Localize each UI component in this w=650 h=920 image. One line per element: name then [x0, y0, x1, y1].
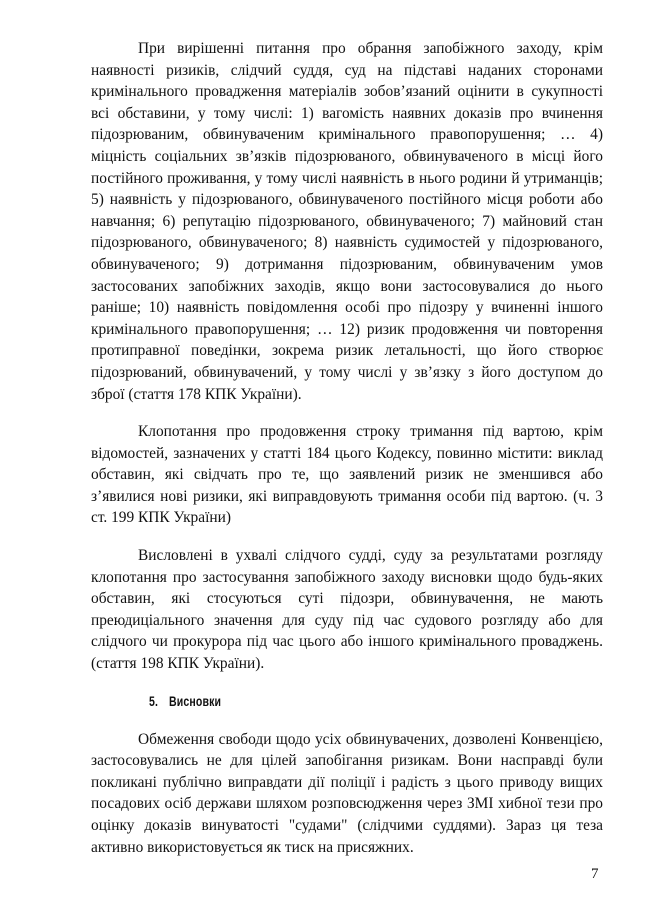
document-page [91, 38, 603, 858]
paragraph-ruling-conclusions: Висловлені в ухвалі слідчого судді, суду за результатами розгляду клопотання про застосування запобіжного заходу висновки щодо будь-яких обставин, які стосуються суті підозри, обвинувачення, не мають преюдиціального значення для суду під час судового розгляду або для слідчого чи прокурора під час цього або іншого кримінального проваджень. (стаття 198 КПК України). [91, 547, 603, 673]
section-heading [149, 693, 503, 711]
section-title: Висновки [168, 693, 222, 709]
paragraph-detention-extension: Клопотання про продовження строку тримання під вартою, крім відомостей, зазначених у статті 184 цього Кодексу, повинно містити: виклад обставин, які свідчать про те, що заявлений ризик не зменшився або з’явилися нові ризики, які виправдовують тримання особи під вартою. (ч. 3 ст. 199 КПК України) [91, 423, 603, 527]
page-number: 7 [591, 866, 599, 882]
section-number: 5. [149, 693, 159, 709]
paragraph-preventive-measure: При вирішенні питання про обрання запобіжного заходу, крім наявності ризиків, слідчий суддя, суд на підставі наданих сторонами кримінального провадження матеріалів зобов’язаний оцінити в сукупності всі обставини, у тому числі: 1) вагомість наявних доказів про вчинення підозрюваним, обвинуваченим кримінального правопорушення; … 4) міцність соціальних зв’язків підозрюваного, обвинуваченого в місці його постійного проживання, у тому числі наявність в нього родини й утриманців; 5) наявність у підозрюваного, обвинуваченого постійного місця роботи або навчання; 6) репутацію підозрюваного, обвинуваченого; 7) майновий стан підозрюваного, обвинуваченого; 8) наявність судимостей у підозрюваного, обвинуваченого; 9) дотримання підозрюваним, обвинуваченим умов застосованих запобіжних заходів, якщо вони застосовувалися до нього раніше; 10) наявність повідомлення особі про підозру у вчиненні іншого кримінального правопорушення; … 12) ризик продовження чи повторення протиправної поведінки, зокрема ризик летальності, що його створює підозрюваний, обвинувачений, у тому числі у зв’язку з його доступом до зброї (стаття 178 КПК України). [91, 40, 603, 403]
paragraph-conclusion: Обмеження свободи щодо усіх обвинувачених, дозволені Конвенцією, застосовувались не для цілей запобігання ризикам. Вони насправді були покликані публічно виправдати дії поліції і радість з цього приводу вищих посадових осіб держави шляхом розповсюдження через ЗМІ хибної тези про оцінку доказів винуватості "судами" (слідчими суддями). Зараз ця теза активно використовується як тиск на присяжних. [91, 730, 603, 856]
